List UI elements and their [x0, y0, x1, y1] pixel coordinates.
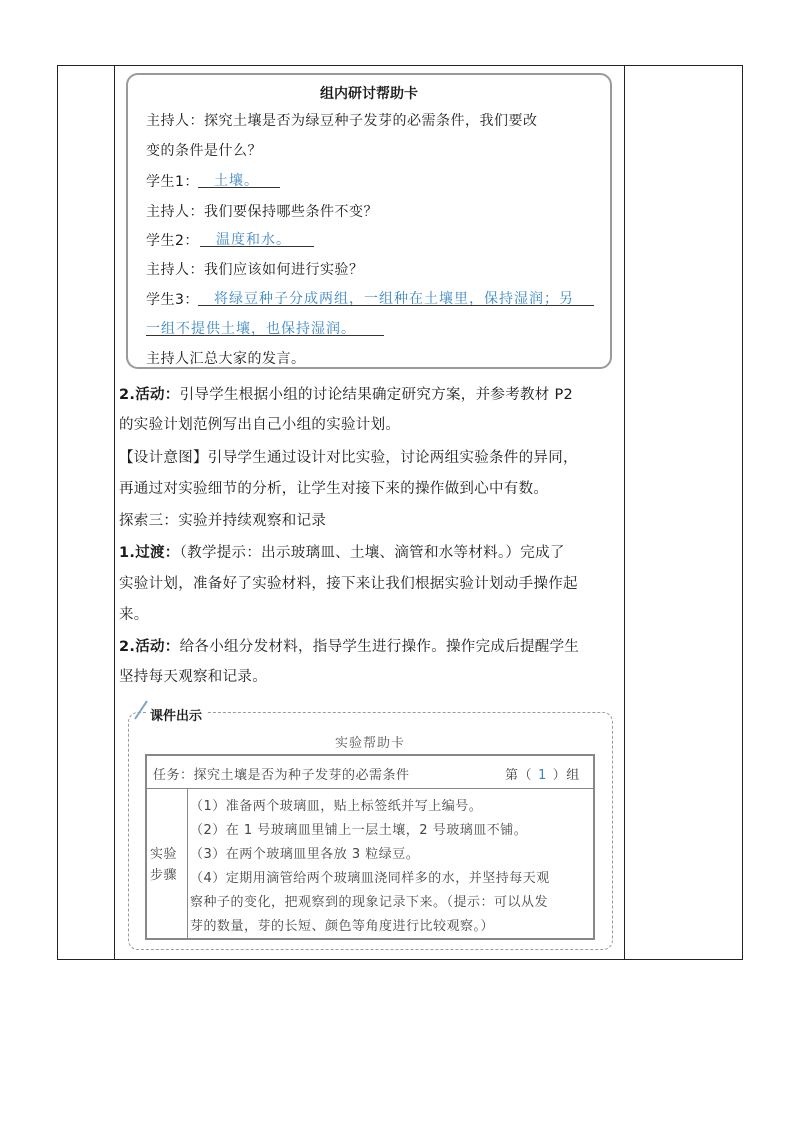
design-intent-line-a: 【设计意图】引导学生通过设计对比实验，讨论两组实验条件的异同， — [119, 450, 578, 466]
activity-2-line-b: 的实验计划范例写出自己小组的实验计划。 — [119, 417, 401, 433]
student-3-underline-b — [146, 335, 384, 336]
transition-line-c: 来。 — [119, 607, 149, 623]
table-divider-right — [624, 66, 625, 959]
student-3-answer-b: 一组不提供土壤，也保持湿润。 — [146, 321, 356, 337]
experiment-task: 任务：探究土壤是否为种子发芽的必需条件 — [153, 768, 410, 783]
transition-line-b: 实验计划，准备好了实验材料，接下来让我们根据实验计划动手操作起 — [119, 576, 578, 592]
student-1-underline — [198, 187, 280, 188]
courseware-label: 课件出示 — [146, 705, 206, 724]
transition-label: 1.过渡： — [119, 545, 180, 561]
activity-2-label: 2.活动： — [119, 387, 180, 403]
host-question-1a: 主持人：探究土壤是否为绿豆种子发芽的必需条件，我们要改 — [146, 113, 538, 129]
activity-2b-line-b: 坚持每天观察和记录。 — [119, 669, 267, 685]
student-2-answer: 温度和水。 — [216, 232, 291, 248]
experiment-step-2: （2）在 1 号玻璃皿里铺上一层土壤，2 号玻璃皿不铺。 — [190, 823, 528, 838]
activity-2b-label: 2.活动： — [119, 639, 180, 655]
activity-2b-text-a: 给各小组分发材料，指导学生进行操作。操作完成后提醒学生 — [179, 639, 580, 655]
host-question-1b: 变的条件是什么？ — [146, 143, 262, 159]
experiment-step-4a: （4）定期用滴管给两个玻璃皿浇同样多的水，并坚持每天观 — [190, 871, 550, 886]
host-question-2: 主持人：我们要保持哪些条件不变？ — [146, 204, 378, 220]
experiment-step-3: （3）在两个玻璃皿里各放 3 粒绿豆。 — [190, 847, 420, 862]
steps-label-a: 实验 — [150, 847, 178, 862]
activity-2b-line-a — [119, 635, 579, 656]
activity-2-text-a: 引导学生根据小组的讨论结果确定研究方案，并参考教材 P2 — [179, 387, 574, 403]
table-divider-left — [114, 66, 115, 959]
experiment-step-4b: 察种子的变化，把观察到的现象记录下来。（提示：可以从发 — [190, 895, 549, 910]
experiment-step-1: （1）准备两个玻璃皿，贴上标签纸并写上编号。 — [190, 799, 483, 814]
host-summary: 主持人汇总大家的发言。 — [146, 351, 306, 367]
student-3-answer-a: 将绿豆种子分成两组，一组种在土壤里，保持湿润；另 — [214, 291, 574, 307]
student-3-label: 学生3： — [146, 292, 199, 308]
transition-text-a: （教学提示：出示玻璃皿、土壤、滴管和水等材料。）完成了 — [179, 545, 565, 561]
student-3-underline-a — [198, 305, 594, 306]
activity-2-line-a — [119, 383, 573, 404]
design-intent-line-b: 再通过对实验细节的分析，让学生对接下来的操作做到心中有数。 — [119, 481, 549, 497]
student-2-underline — [200, 246, 314, 247]
transition-line-a — [119, 541, 565, 562]
group-number-value: 1 — [538, 768, 547, 783]
student-2-label: 学生2： — [146, 233, 199, 249]
steps-label-b: 步骤 — [150, 868, 178, 883]
student-1-answer: 土壤。 — [214, 173, 259, 189]
host-question-3: 主持人：我们应该如何进行实验？ — [146, 262, 364, 278]
group-prefix: 第（ — [505, 768, 533, 783]
experiment-step-4c: 芽的数量，芽的长短、颜色等角度进行比较观察。） — [190, 919, 495, 934]
group-suffix: ）组 — [552, 768, 580, 783]
steps-column-divider — [187, 788, 188, 938]
group-number — [505, 764, 580, 783]
explore-three-heading: 探索三：实验并持续观察和记录 — [119, 513, 327, 529]
experiment-card-title: 实验帮助卡 — [334, 736, 405, 751]
help-card-title: 组内研讨帮助卡 — [320, 86, 418, 102]
student-1-label: 学生1： — [146, 174, 199, 190]
